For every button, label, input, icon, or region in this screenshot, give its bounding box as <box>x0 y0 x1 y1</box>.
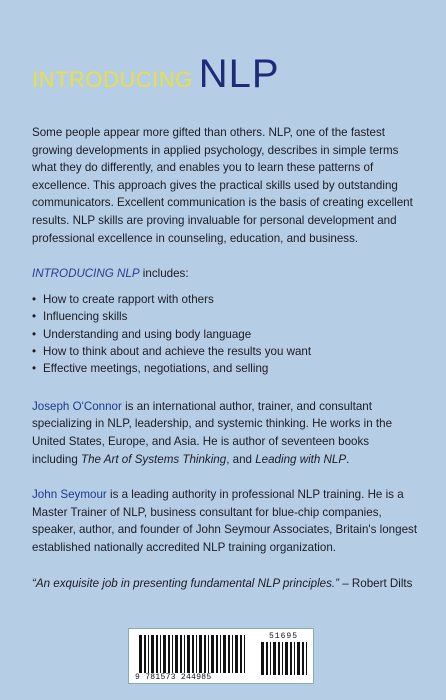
list-item: • Understanding and using body language <box>32 326 418 343</box>
barcode-bar <box>285 642 288 675</box>
barcode-bar <box>156 635 158 673</box>
author-bio-oconnor: Joseph O'Connor is an international author, trainer, and consultant specializing in NLP, leadership, and systemic thinking. He works in the United States, Europe, and Asia. He is author of seventeen books including The Art of Systems Thinking, and Leading with NLP. <box>32 399 393 466</box>
bullet-icon: • <box>32 362 37 376</box>
isbn-number: 9 781573 244985 <box>135 673 212 682</box>
barcode-bar <box>297 642 300 675</box>
quote-author: – Robert Dilts <box>338 576 413 590</box>
barcode-bar <box>184 635 185 673</box>
barcode-bar <box>273 642 276 675</box>
list-item: • How to create rapport with others <box>32 291 418 308</box>
author-name-oconnor: Joseph O'Connor <box>32 399 122 413</box>
barcode-bar <box>235 635 238 673</box>
barcode-bar <box>270 642 271 675</box>
barcode-bar <box>204 635 206 673</box>
list-item: • Effective meetings, negotiations, and selling <box>32 360 418 377</box>
title-introducing: INTRODUCING <box>32 67 193 92</box>
barcode-bar <box>172 635 173 673</box>
barcode-bar <box>163 635 166 673</box>
barcode-bar <box>175 635 178 673</box>
barcode-bar <box>302 642 304 675</box>
barcode-bar <box>244 635 245 673</box>
barcode-bar <box>139 635 142 673</box>
book-title-leading-with-nlp: Leading with NLP <box>255 452 347 466</box>
isbn-barcode <box>128 628 314 684</box>
bullet-icon: • <box>32 292 37 306</box>
barcode-bar <box>199 635 202 673</box>
barcode-bar <box>240 635 242 673</box>
barcode-bar <box>306 642 307 675</box>
barcode-bar <box>220 635 221 673</box>
bullet-icon: • <box>32 327 37 341</box>
barcode-bar <box>148 635 149 673</box>
barcode-bar <box>232 635 233 673</box>
price-code: 51695 <box>269 632 299 641</box>
list-item: • How to think about and achieve the results you want <box>32 343 418 360</box>
barcode-bar <box>168 635 170 673</box>
barcode-bar <box>192 635 194 673</box>
intro-paragraph: Some people appear more gifted than others. NLP, one of the fastest growing developments in applied psychology, describes in simple terms what they do differently, and enables you to learn these patterns of excellence. This approach gives the practical skills used by outstanding communicators. Excellent communication is the basis of creating excellent results. NLP skills are proving invaluable for personal development and professional excellence in counseling, education, and business. <box>32 126 413 245</box>
author-bio-seymour: John Seymour is a leading authority in professional NLP training. He is a Master Trainer of NLP, business consultant for blue-chip companies, speaker, author, and founder of John Seymour Associates, Britain's longest established nationally accredited NLP training organization. <box>32 488 418 554</box>
includes-suffix: includes: <box>139 267 189 281</box>
barcode-bar <box>290 642 292 675</box>
book-title <box>32 52 280 97</box>
barcode-bar <box>151 635 154 673</box>
author-name-seymour: John Seymour <box>32 488 107 502</box>
barcode-bar <box>196 635 197 673</box>
includes-heading <box>32 265 418 283</box>
bullet-icon: • <box>32 344 37 358</box>
book-title-systems-thinking: The Art of Systems Thinking <box>81 452 227 466</box>
barcode-bar <box>228 635 230 673</box>
endorsement-quote: “An exquisite job in presenting fundamental NLP principles.” – Robert Dilts <box>32 576 413 590</box>
barcode-bar <box>261 642 264 675</box>
barcode-bar <box>223 635 226 673</box>
barcode-bar <box>282 642 283 675</box>
list-item: • Influencing skills <box>32 308 418 325</box>
barcode-bar <box>187 635 190 673</box>
barcode-bar <box>144 635 146 673</box>
barcode-bar <box>211 635 214 673</box>
barcode-bar <box>278 642 280 675</box>
barcode-bar <box>160 635 161 673</box>
barcode-bar <box>266 642 268 675</box>
barcode-bar <box>180 635 182 673</box>
includes-book-title: INTRODUCING NLP <box>32 267 140 281</box>
title-nlp: NLP <box>198 52 280 96</box>
barcode-bar <box>216 635 218 673</box>
bullet-icon: • <box>32 310 37 324</box>
barcode-bar <box>294 642 295 675</box>
barcode-bar <box>208 635 209 673</box>
includes-list <box>32 291 418 378</box>
back-cover-text <box>32 124 418 592</box>
